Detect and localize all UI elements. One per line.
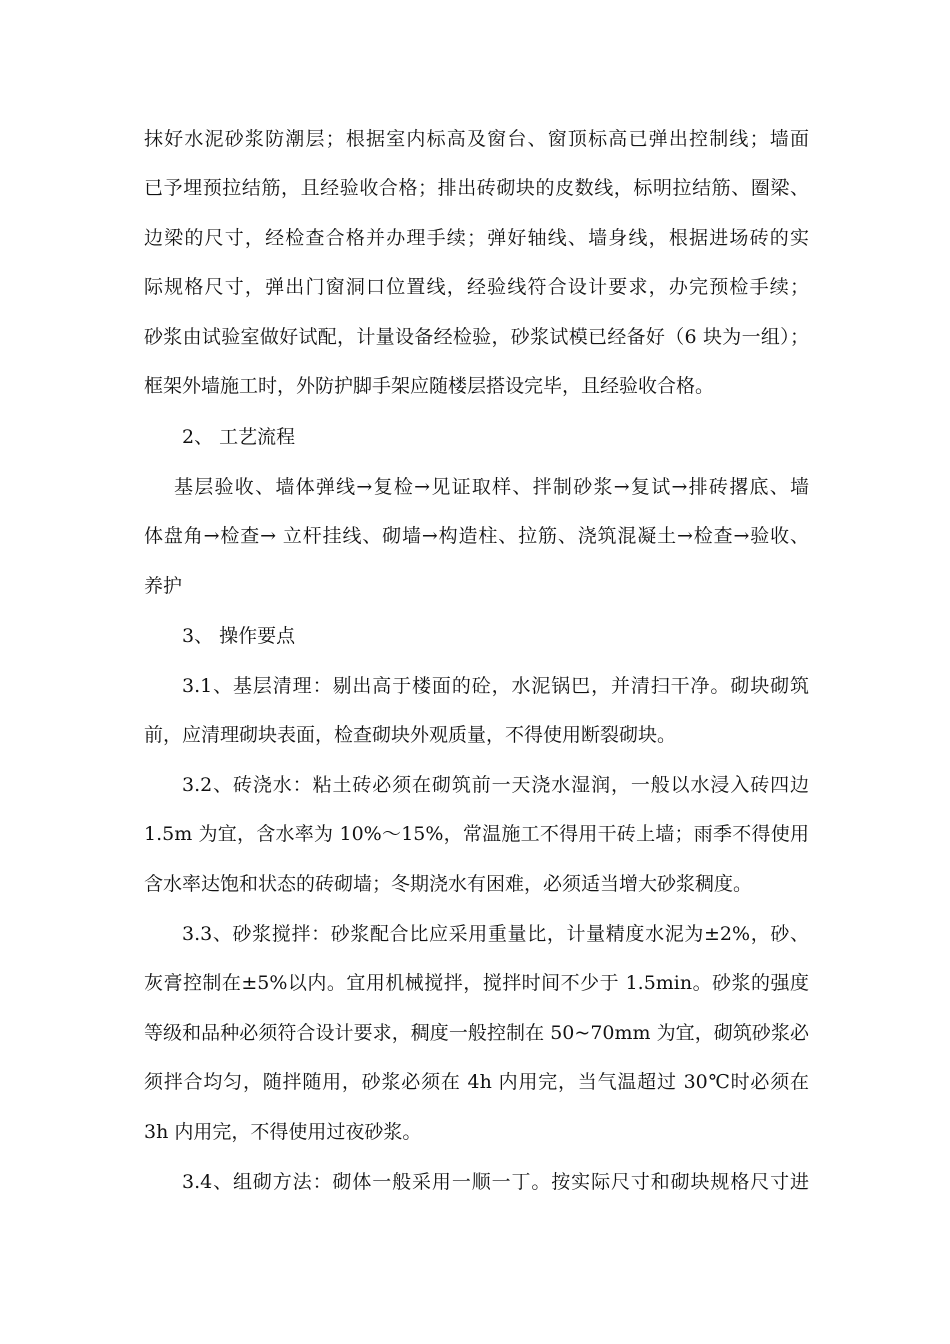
paragraph-line: 已予埋预拉结筋，且经验收合格；排出砖砌块的皮数线，标明拉结筋、圈梁、 [144, 177, 809, 199]
paragraph-line: 3.4、组砌方法：砌体一般采用一顺一丁。按实际尺寸和砌块规格尺寸进 [182, 1171, 809, 1193]
section-heading: 2、 工艺流程 [182, 426, 296, 448]
paragraph-line: 1.5m 为宜，含水率为 10%～15%，常温施工不得用干砖上墙；雨季不得使用 [144, 823, 809, 845]
paragraph-line: 3.1、基层清理：剔出高于楼面的砼，水泥锅巴，并清扫干净。砌块砌筑 [182, 675, 809, 697]
paragraph-line: 抹好水泥砂浆防潮层；根据室内标高及窗台、窗顶标高已弹出控制线；墙面 [144, 128, 809, 150]
paragraph-line: 3h 内用完，不得使用过夜砂浆。 [144, 1121, 422, 1143]
paragraph-line: 际规格尺寸，弹出门窗洞口位置线，经验线符合设计要求，办完预检手续； [144, 276, 809, 298]
paragraph-line: 前，应清理砌块表面，检查砌块外观质量，不得使用断裂砌块。 [144, 724, 677, 746]
paragraph-line: 3.2、砖浇水：粘土砖必须在砌筑前一天浇水湿润，一般以水浸入砖四边 [182, 774, 809, 796]
section-heading: 3、 操作要点 [182, 625, 296, 647]
paragraph-line: 等级和品种必须符合设计要求，稠度一般控制在 50~70mm 为宜，砌筑砂浆必 [144, 1022, 809, 1044]
paragraph-line: 含水率达饱和状态的砖砌墙；冬期浇水有困难，必须适当增大砂浆稠度。 [144, 873, 753, 895]
paragraph-line: 养护 [144, 575, 183, 597]
paragraph-line: 砂浆由试验室做好试配，计量设备经检验，砂浆试模已经备好（6 块为一组）； [144, 326, 809, 348]
paragraph-line: 基层验收、墙体弹线→复检→见证取样、拌制砂浆→复试→排砖撂底、墙 [174, 476, 809, 498]
paragraph-line: 体盘角→检查→ 立杆挂线、砌墙→构造柱、拉筋、浇筑混凝土→检查→验收、 [144, 525, 809, 547]
paragraph-line: 灰膏控制在±5%以内。宜用机械搅拌，搅拌时间不少于 1.5min。砂浆的强度 [144, 972, 809, 994]
paragraph-line: 边梁的尺寸，经检查合格并办理手续；弹好轴线、墙身线，根据进场砖的实 [144, 227, 809, 249]
paragraph-line: 3.3、砂浆搅拌：砂浆配合比应采用重量比，计量精度水泥为±2%，砂、 [182, 923, 809, 945]
paragraph-line: 框架外墙施工时，外防护脚手架应随楼层搭设完毕，且经验收合格。 [144, 375, 715, 397]
paragraph-line: 须拌合均匀，随拌随用，砂浆必须在 4h 内用完，当气温超过 30℃时必须在 [144, 1071, 809, 1093]
